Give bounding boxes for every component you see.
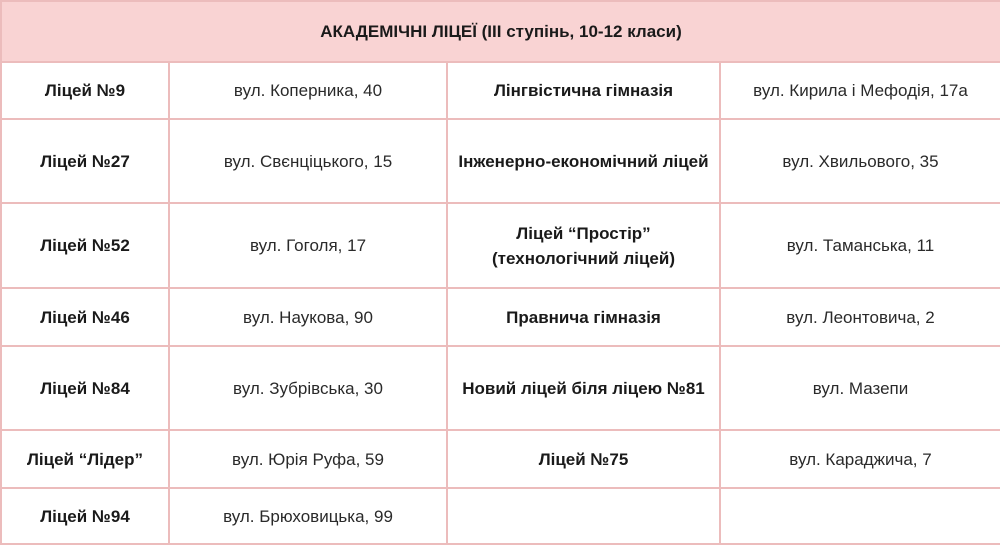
school-name: Ліцей №9 (1, 62, 169, 119)
school-name: Ліцей №94 (1, 488, 169, 544)
school-address: вул. Свєнціцького, 15 (169, 119, 447, 203)
school-name: Інженерно-економічний ліцей (447, 119, 720, 203)
school-name: Новий ліцей біля ліцею №81 (447, 346, 720, 430)
school-name: Правнича гімназія (447, 288, 720, 346)
school-address: вул. Юрія Руфа, 59 (169, 430, 447, 488)
school-address: вул. Таманська, 11 (720, 203, 1000, 288)
table-row (1, 119, 1000, 203)
school-address: вул. Караджича, 7 (720, 430, 1000, 488)
school-name: Ліцей №84 (1, 346, 169, 430)
table-header-row (1, 1, 1000, 62)
school-address-empty (720, 488, 1000, 544)
school-name-empty (447, 488, 720, 544)
school-name: Ліцей №75 (447, 430, 720, 488)
table-title: АКАДЕМІЧНІ ЛІЦЕЇ (ІІІ ступінь, 10-12 класи) (1, 1, 1000, 62)
school-address: вул. Зубрівська, 30 (169, 346, 447, 430)
table-row (1, 430, 1000, 488)
school-address: вул. Кирила і Мефодія, 17а (720, 62, 1000, 119)
school-name: Ліцей “Простір” (технологічний ліцей) (447, 203, 720, 288)
school-name: Ліцей “Лідер” (1, 430, 169, 488)
table-row (1, 488, 1000, 544)
school-name: Ліцей №27 (1, 119, 169, 203)
table-row (1, 288, 1000, 346)
school-name: Ліцей №52 (1, 203, 169, 288)
school-address: вул. Наукова, 90 (169, 288, 447, 346)
school-name: Ліцей №46 (1, 288, 169, 346)
school-address: вул. Хвильового, 35 (720, 119, 1000, 203)
school-address: вул. Гоголя, 17 (169, 203, 447, 288)
school-address: вул. Коперника, 40 (169, 62, 447, 119)
school-address: вул. Брюховицька, 99 (169, 488, 447, 544)
school-address: вул. Мазепи (720, 346, 1000, 430)
table-row (1, 203, 1000, 288)
school-name: Лінгвістична гімназія (447, 62, 720, 119)
table-row (1, 62, 1000, 119)
table-row (1, 346, 1000, 430)
school-address: вул. Леонтовича, 2 (720, 288, 1000, 346)
